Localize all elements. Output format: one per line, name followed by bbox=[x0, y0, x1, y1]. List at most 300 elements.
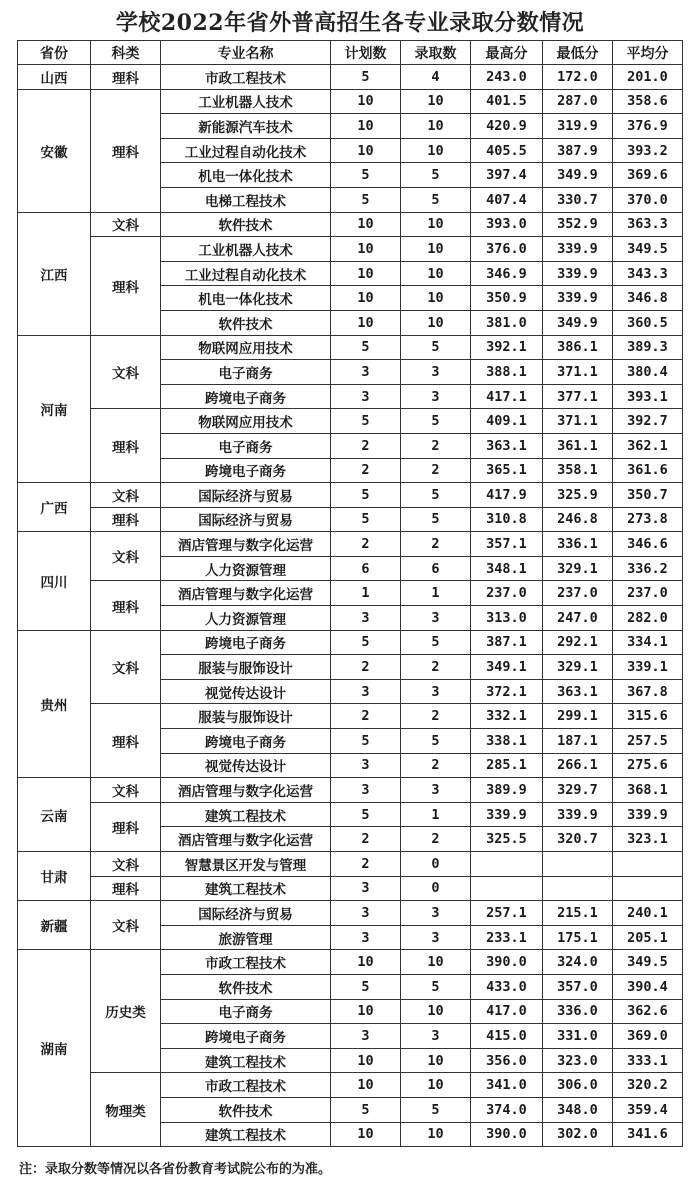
table-header-row bbox=[18, 41, 683, 65]
major-cell: 电子商务 bbox=[161, 433, 331, 458]
avg-score-cell: 275.6 bbox=[613, 753, 683, 778]
admitted-cell: 10 bbox=[401, 138, 471, 163]
province-cell: 湖南 bbox=[18, 950, 91, 1147]
avg-score-cell: 360.5 bbox=[613, 310, 683, 335]
max-score-cell: 388.1 bbox=[471, 360, 543, 385]
table-row bbox=[18, 581, 683, 606]
min-score-cell: 324.0 bbox=[543, 950, 613, 975]
min-score-cell: 371.1 bbox=[543, 360, 613, 385]
admitted-cell: 4 bbox=[401, 65, 471, 90]
min-score-cell: 237.0 bbox=[543, 581, 613, 606]
min-score-cell: 329.1 bbox=[543, 556, 613, 581]
admitted-cell: 10 bbox=[401, 114, 471, 139]
min-score-cell: 266.1 bbox=[543, 753, 613, 778]
min-score-cell bbox=[543, 852, 613, 877]
footnote: 注：录取分数等情况以各省份教育考试院公布的为准。 bbox=[19, 1162, 332, 1177]
table-row bbox=[18, 778, 683, 803]
table-row bbox=[18, 852, 683, 877]
avg-score-cell: 323.1 bbox=[613, 827, 683, 852]
avg-score-cell: 282.0 bbox=[613, 606, 683, 631]
plan-cell: 10 bbox=[331, 286, 401, 311]
avg-score-cell: 257.5 bbox=[613, 729, 683, 754]
major-cell: 酒店管理与数字化运营 bbox=[161, 827, 331, 852]
major-cell: 跨境电子商务 bbox=[161, 630, 331, 655]
major-cell: 工业机器人技术 bbox=[161, 89, 331, 114]
category-cell: 理科 bbox=[91, 507, 161, 532]
major-cell: 工业机器人技术 bbox=[161, 237, 331, 262]
plan-cell: 5 bbox=[331, 1097, 401, 1122]
plan-cell: 10 bbox=[331, 261, 401, 286]
major-cell: 服装与服饰设计 bbox=[161, 655, 331, 680]
category-cell: 理科 bbox=[91, 876, 161, 901]
major-cell: 服装与服饰设计 bbox=[161, 704, 331, 729]
max-score-cell: 392.1 bbox=[471, 335, 543, 360]
avg-score-cell: 339.9 bbox=[613, 802, 683, 827]
max-score-cell: 405.5 bbox=[471, 138, 543, 163]
min-score-cell: 331.0 bbox=[543, 1024, 613, 1049]
category-cell: 文科 bbox=[91, 852, 161, 877]
header-min: 最低分 bbox=[543, 41, 613, 65]
major-cell: 市政工程技术 bbox=[161, 65, 331, 90]
plan-cell: 2 bbox=[331, 852, 401, 877]
plan-cell: 10 bbox=[331, 310, 401, 335]
plan-cell: 1 bbox=[331, 581, 401, 606]
min-score-cell: 175.1 bbox=[543, 925, 613, 950]
avg-score-cell: 341.6 bbox=[613, 1122, 683, 1147]
max-score-cell: 417.0 bbox=[471, 999, 543, 1024]
max-score-cell: 415.0 bbox=[471, 1024, 543, 1049]
avg-score-cell: 346.6 bbox=[613, 532, 683, 557]
header-major: 专业名称 bbox=[161, 41, 331, 65]
avg-score-cell: 336.2 bbox=[613, 556, 683, 581]
plan-cell: 10 bbox=[331, 89, 401, 114]
province-cell: 新疆 bbox=[18, 901, 91, 950]
avg-score-cell: 350.7 bbox=[613, 483, 683, 508]
plan-cell: 2 bbox=[331, 827, 401, 852]
min-score-cell: 339.9 bbox=[543, 286, 613, 311]
avg-score-cell: 349.5 bbox=[613, 950, 683, 975]
min-score-cell: 172.0 bbox=[543, 65, 613, 90]
avg-score-cell: 363.3 bbox=[613, 212, 683, 237]
min-score-cell: 323.0 bbox=[543, 1048, 613, 1073]
category-cell: 文科 bbox=[91, 778, 161, 803]
avg-score-cell: 358.6 bbox=[613, 89, 683, 114]
avg-score-cell: 392.7 bbox=[613, 409, 683, 434]
major-cell: 跨境电子商务 bbox=[161, 729, 331, 754]
category-cell: 文科 bbox=[91, 212, 161, 237]
major-cell: 建筑工程技术 bbox=[161, 1122, 331, 1147]
admitted-cell: 0 bbox=[401, 852, 471, 877]
plan-cell: 10 bbox=[331, 237, 401, 262]
admitted-cell: 5 bbox=[401, 729, 471, 754]
admitted-cell: 10 bbox=[401, 286, 471, 311]
admitted-cell: 10 bbox=[401, 1073, 471, 1098]
avg-score-cell: 369.6 bbox=[613, 163, 683, 188]
min-score-cell: 330.7 bbox=[543, 187, 613, 212]
min-score-cell: 329.7 bbox=[543, 778, 613, 803]
max-score-cell: 409.1 bbox=[471, 409, 543, 434]
plan-cell: 2 bbox=[331, 655, 401, 680]
avg-score-cell: 343.3 bbox=[613, 261, 683, 286]
max-score-cell: 374.0 bbox=[471, 1097, 543, 1122]
plan-cell: 10 bbox=[331, 999, 401, 1024]
max-score-cell: 237.0 bbox=[471, 581, 543, 606]
max-score-cell: 365.1 bbox=[471, 458, 543, 483]
admitted-cell: 2 bbox=[401, 655, 471, 680]
major-cell: 新能源汽车技术 bbox=[161, 114, 331, 139]
admitted-cell: 10 bbox=[401, 89, 471, 114]
max-score-cell: 233.1 bbox=[471, 925, 543, 950]
min-score-cell: 299.1 bbox=[543, 704, 613, 729]
admitted-cell: 1 bbox=[401, 581, 471, 606]
admitted-cell: 10 bbox=[401, 261, 471, 286]
province-cell: 安徽 bbox=[18, 89, 91, 212]
plan-cell: 3 bbox=[331, 606, 401, 631]
avg-score-cell: 362.6 bbox=[613, 999, 683, 1024]
admitted-cell: 5 bbox=[401, 163, 471, 188]
table-row bbox=[18, 409, 683, 434]
avg-score-cell: 359.4 bbox=[613, 1097, 683, 1122]
plan-cell: 10 bbox=[331, 1048, 401, 1073]
plan-cell: 5 bbox=[331, 163, 401, 188]
min-score-cell: 287.0 bbox=[543, 89, 613, 114]
major-cell: 跨境电子商务 bbox=[161, 384, 331, 409]
plan-cell: 2 bbox=[331, 433, 401, 458]
min-score-cell: 325.9 bbox=[543, 483, 613, 508]
min-score-cell: 352.9 bbox=[543, 212, 613, 237]
admitted-cell: 3 bbox=[401, 384, 471, 409]
major-cell: 国际经济与贸易 bbox=[161, 507, 331, 532]
admitted-cell: 6 bbox=[401, 556, 471, 581]
min-score-cell: 246.8 bbox=[543, 507, 613, 532]
category-cell: 文科 bbox=[91, 532, 161, 581]
admitted-cell: 2 bbox=[401, 458, 471, 483]
max-score-cell: 407.4 bbox=[471, 187, 543, 212]
max-score-cell: 341.0 bbox=[471, 1073, 543, 1098]
category-cell: 理科 bbox=[91, 89, 161, 212]
header-max: 最高分 bbox=[471, 41, 543, 65]
max-score-cell: 332.1 bbox=[471, 704, 543, 729]
category-cell: 文科 bbox=[91, 630, 161, 704]
admitted-cell: 10 bbox=[401, 237, 471, 262]
major-cell: 建筑工程技术 bbox=[161, 802, 331, 827]
max-score-cell: 257.1 bbox=[471, 901, 543, 926]
major-cell: 市政工程技术 bbox=[161, 950, 331, 975]
major-cell: 电子商务 bbox=[161, 360, 331, 385]
table-row bbox=[18, 802, 683, 827]
avg-score-cell: 349.5 bbox=[613, 237, 683, 262]
table-row bbox=[18, 237, 683, 262]
major-cell: 建筑工程技术 bbox=[161, 876, 331, 901]
table-row bbox=[18, 65, 683, 90]
admitted-cell: 5 bbox=[401, 974, 471, 999]
avg-score-cell: 205.1 bbox=[613, 925, 683, 950]
major-cell: 国际经济与贸易 bbox=[161, 483, 331, 508]
avg-score-cell: 201.0 bbox=[613, 65, 683, 90]
plan-cell: 5 bbox=[331, 802, 401, 827]
avg-score-cell: 393.2 bbox=[613, 138, 683, 163]
admitted-cell: 3 bbox=[401, 360, 471, 385]
plan-cell: 3 bbox=[331, 679, 401, 704]
min-score-cell: 319.9 bbox=[543, 114, 613, 139]
min-score-cell: 377.1 bbox=[543, 384, 613, 409]
plan-cell: 10 bbox=[331, 138, 401, 163]
min-score-cell: 306.0 bbox=[543, 1073, 613, 1098]
max-score-cell: 401.5 bbox=[471, 89, 543, 114]
plan-cell: 5 bbox=[331, 729, 401, 754]
plan-cell: 10 bbox=[331, 212, 401, 237]
max-score-cell: 350.9 bbox=[471, 286, 543, 311]
max-score-cell: 393.0 bbox=[471, 212, 543, 237]
province-cell: 山西 bbox=[18, 65, 91, 90]
category-cell: 理科 bbox=[91, 65, 161, 90]
table-row bbox=[18, 212, 683, 237]
header-avg: 平均分 bbox=[613, 41, 683, 65]
max-score-cell: 387.1 bbox=[471, 630, 543, 655]
major-cell: 工业过程自动化技术 bbox=[161, 261, 331, 286]
max-score-cell: 397.4 bbox=[471, 163, 543, 188]
min-score-cell: 320.7 bbox=[543, 827, 613, 852]
max-score-cell: 325.5 bbox=[471, 827, 543, 852]
avg-score-cell: 334.1 bbox=[613, 630, 683, 655]
major-cell: 机电一体化技术 bbox=[161, 163, 331, 188]
admitted-cell: 10 bbox=[401, 1122, 471, 1147]
max-score-cell: 417.9 bbox=[471, 483, 543, 508]
admitted-cell: 1 bbox=[401, 802, 471, 827]
max-score-cell: 372.1 bbox=[471, 679, 543, 704]
plan-cell: 3 bbox=[331, 925, 401, 950]
max-score-cell: 349.1 bbox=[471, 655, 543, 680]
category-cell: 文科 bbox=[91, 901, 161, 950]
min-score-cell: 339.9 bbox=[543, 237, 613, 262]
min-score-cell: 339.9 bbox=[543, 802, 613, 827]
plan-cell: 2 bbox=[331, 704, 401, 729]
table-row bbox=[18, 950, 683, 975]
major-cell: 机电一体化技术 bbox=[161, 286, 331, 311]
admitted-cell: 10 bbox=[401, 310, 471, 335]
admitted-cell: 5 bbox=[401, 409, 471, 434]
min-score-cell: 336.0 bbox=[543, 999, 613, 1024]
plan-cell: 3 bbox=[331, 1024, 401, 1049]
major-cell: 酒店管理与数字化运营 bbox=[161, 778, 331, 803]
province-cell: 贵州 bbox=[18, 630, 91, 778]
plan-cell: 3 bbox=[331, 384, 401, 409]
avg-score-cell: 380.4 bbox=[613, 360, 683, 385]
table-body bbox=[18, 65, 683, 1147]
major-cell: 物联网应用技术 bbox=[161, 335, 331, 360]
plan-cell: 3 bbox=[331, 360, 401, 385]
admitted-cell: 3 bbox=[401, 606, 471, 631]
avg-score-cell: 393.1 bbox=[613, 384, 683, 409]
avg-score-cell bbox=[613, 876, 683, 901]
table-row bbox=[18, 507, 683, 532]
major-cell: 软件技术 bbox=[161, 974, 331, 999]
plan-cell: 10 bbox=[331, 1073, 401, 1098]
min-score-cell: 386.1 bbox=[543, 335, 613, 360]
major-cell: 酒店管理与数字化运营 bbox=[161, 532, 331, 557]
min-score-cell: 357.0 bbox=[543, 974, 613, 999]
major-cell: 人力资源管理 bbox=[161, 606, 331, 631]
admitted-cell: 3 bbox=[401, 925, 471, 950]
plan-cell: 10 bbox=[331, 114, 401, 139]
min-score-cell: 358.1 bbox=[543, 458, 613, 483]
plan-cell: 5 bbox=[331, 630, 401, 655]
avg-score-cell: 346.8 bbox=[613, 286, 683, 311]
header-category: 科类 bbox=[91, 41, 161, 65]
min-score-cell: 363.1 bbox=[543, 679, 613, 704]
table-row bbox=[18, 532, 683, 557]
table-row bbox=[18, 89, 683, 114]
table-row bbox=[18, 630, 683, 655]
max-score-cell: 313.0 bbox=[471, 606, 543, 631]
min-score-cell: 336.1 bbox=[543, 532, 613, 557]
avg-score-cell bbox=[613, 852, 683, 877]
plan-cell: 5 bbox=[331, 335, 401, 360]
max-score-cell: 338.1 bbox=[471, 729, 543, 754]
province-cell: 四川 bbox=[18, 532, 91, 630]
major-cell: 物联网应用技术 bbox=[161, 409, 331, 434]
admitted-cell: 5 bbox=[401, 187, 471, 212]
major-cell: 智慧景区开发与管理 bbox=[161, 852, 331, 877]
avg-score-cell: 361.6 bbox=[613, 458, 683, 483]
min-score-cell: 348.0 bbox=[543, 1097, 613, 1122]
avg-score-cell: 237.0 bbox=[613, 581, 683, 606]
min-score-cell: 371.1 bbox=[543, 409, 613, 434]
plan-cell: 5 bbox=[331, 483, 401, 508]
major-cell: 视觉传达设计 bbox=[161, 753, 331, 778]
major-cell: 电子商务 bbox=[161, 999, 331, 1024]
table-row bbox=[18, 1073, 683, 1098]
admitted-cell: 5 bbox=[401, 507, 471, 532]
table-row bbox=[18, 876, 683, 901]
category-cell: 文科 bbox=[91, 483, 161, 508]
province-cell: 江西 bbox=[18, 212, 91, 335]
admitted-cell: 5 bbox=[401, 1097, 471, 1122]
plan-cell: 2 bbox=[331, 532, 401, 557]
min-score-cell: 349.9 bbox=[543, 310, 613, 335]
category-cell: 理科 bbox=[91, 802, 161, 851]
min-score-cell: 292.1 bbox=[543, 630, 613, 655]
plan-cell: 3 bbox=[331, 753, 401, 778]
province-cell: 云南 bbox=[18, 778, 91, 852]
plan-cell: 5 bbox=[331, 409, 401, 434]
category-cell: 文科 bbox=[91, 335, 161, 409]
max-score-cell: 339.9 bbox=[471, 802, 543, 827]
avg-score-cell: 367.8 bbox=[613, 679, 683, 704]
plan-cell: 5 bbox=[331, 974, 401, 999]
admitted-cell: 3 bbox=[401, 901, 471, 926]
province-cell: 河南 bbox=[18, 335, 91, 483]
max-score-cell: 346.9 bbox=[471, 261, 543, 286]
max-score-cell: 390.0 bbox=[471, 950, 543, 975]
max-score-cell: 348.1 bbox=[471, 556, 543, 581]
admitted-cell: 10 bbox=[401, 1048, 471, 1073]
major-cell: 电梯工程技术 bbox=[161, 187, 331, 212]
max-score-cell: 389.9 bbox=[471, 778, 543, 803]
max-score-cell: 381.0 bbox=[471, 310, 543, 335]
max-score-cell bbox=[471, 852, 543, 877]
major-cell: 工业过程自动化技术 bbox=[161, 138, 331, 163]
avg-score-cell: 376.9 bbox=[613, 114, 683, 139]
max-score-cell bbox=[471, 876, 543, 901]
major-cell: 旅游管理 bbox=[161, 925, 331, 950]
category-cell: 理科 bbox=[91, 704, 161, 778]
min-score-cell: 302.0 bbox=[543, 1122, 613, 1147]
plan-cell: 3 bbox=[331, 876, 401, 901]
category-cell: 物理类 bbox=[91, 1073, 161, 1147]
category-cell: 历史类 bbox=[91, 950, 161, 1073]
province-cell: 甘肃 bbox=[18, 852, 91, 901]
min-score-cell: 387.9 bbox=[543, 138, 613, 163]
major-cell: 国际经济与贸易 bbox=[161, 901, 331, 926]
avg-score-cell: 369.0 bbox=[613, 1024, 683, 1049]
table-row bbox=[18, 335, 683, 360]
major-cell: 跨境电子商务 bbox=[161, 1024, 331, 1049]
max-score-cell: 363.1 bbox=[471, 433, 543, 458]
plan-cell: 3 bbox=[331, 778, 401, 803]
major-cell: 软件技术 bbox=[161, 212, 331, 237]
major-cell: 酒店管理与数字化运营 bbox=[161, 581, 331, 606]
plan-cell: 5 bbox=[331, 507, 401, 532]
avg-score-cell: 315.6 bbox=[613, 704, 683, 729]
admitted-cell: 10 bbox=[401, 950, 471, 975]
category-cell: 理科 bbox=[91, 409, 161, 483]
table-row bbox=[18, 704, 683, 729]
max-score-cell: 285.1 bbox=[471, 753, 543, 778]
min-score-cell: 247.0 bbox=[543, 606, 613, 631]
major-cell: 软件技术 bbox=[161, 1097, 331, 1122]
admitted-cell: 3 bbox=[401, 778, 471, 803]
header-plan: 计划数 bbox=[331, 41, 401, 65]
min-score-cell bbox=[543, 876, 613, 901]
max-score-cell: 243.0 bbox=[471, 65, 543, 90]
major-cell: 视觉传达设计 bbox=[161, 679, 331, 704]
avg-score-cell: 333.1 bbox=[613, 1048, 683, 1073]
major-cell: 软件技术 bbox=[161, 310, 331, 335]
admitted-cell: 2 bbox=[401, 433, 471, 458]
province-cell: 广西 bbox=[18, 483, 91, 532]
admitted-cell: 2 bbox=[401, 532, 471, 557]
max-score-cell: 420.9 bbox=[471, 114, 543, 139]
admitted-cell: 2 bbox=[401, 753, 471, 778]
table-row bbox=[18, 483, 683, 508]
avg-score-cell: 390.4 bbox=[613, 974, 683, 999]
plan-cell: 6 bbox=[331, 556, 401, 581]
avg-score-cell: 240.1 bbox=[613, 901, 683, 926]
major-cell: 市政工程技术 bbox=[161, 1073, 331, 1098]
plan-cell: 10 bbox=[331, 950, 401, 975]
plan-cell: 2 bbox=[331, 458, 401, 483]
avg-score-cell: 362.1 bbox=[613, 433, 683, 458]
admitted-cell: 2 bbox=[401, 704, 471, 729]
min-score-cell: 361.1 bbox=[543, 433, 613, 458]
category-cell: 理科 bbox=[91, 237, 161, 335]
admitted-cell: 3 bbox=[401, 1024, 471, 1049]
admitted-cell: 5 bbox=[401, 335, 471, 360]
avg-score-cell: 339.1 bbox=[613, 655, 683, 680]
min-score-cell: 349.9 bbox=[543, 163, 613, 188]
min-score-cell: 329.1 bbox=[543, 655, 613, 680]
admitted-cell: 10 bbox=[401, 212, 471, 237]
major-cell: 建筑工程技术 bbox=[161, 1048, 331, 1073]
avg-score-cell: 273.8 bbox=[613, 507, 683, 532]
avg-score-cell: 370.0 bbox=[613, 187, 683, 212]
avg-score-cell: 320.2 bbox=[613, 1073, 683, 1098]
min-score-cell: 187.1 bbox=[543, 729, 613, 754]
avg-score-cell: 389.3 bbox=[613, 335, 683, 360]
admitted-cell: 10 bbox=[401, 999, 471, 1024]
plan-cell: 3 bbox=[331, 901, 401, 926]
